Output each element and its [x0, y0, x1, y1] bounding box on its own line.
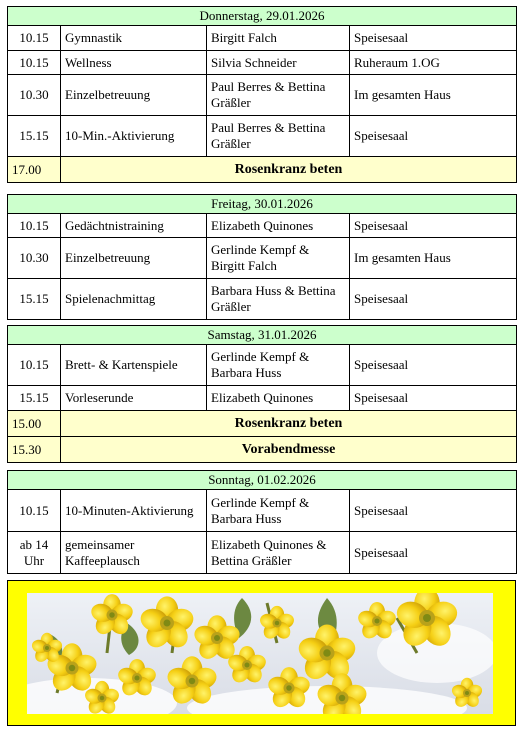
place-cell: Speisesaal — [350, 386, 517, 411]
place-cell: Speisesaal — [350, 26, 517, 51]
day-header: Samstag, 31.01.2026 — [8, 326, 517, 345]
leader-cell: Elizabeth Quinones & Bettina Gräßler — [207, 532, 350, 574]
leader-cell: Paul Berres & Bettina Gräßler — [207, 116, 350, 157]
time-cell: 10.15 — [8, 490, 61, 532]
activity-cell: 10-Minuten-Aktivierung — [61, 490, 207, 532]
day-table-friday — [7, 194, 517, 320]
activity-cell: Vorleserunde — [61, 386, 207, 411]
activity-cell: Einzelbetreuung — [61, 238, 207, 279]
leader-cell: Elizabeth Quinones — [207, 386, 350, 411]
special-event: Rosenkranz beten — [61, 157, 517, 183]
table-row — [8, 26, 517, 51]
day-table-thursday — [7, 6, 517, 183]
place-cell: Speisesaal — [350, 116, 517, 157]
table-row — [8, 75, 517, 116]
special-event-row — [8, 411, 517, 437]
day-header: Freitag, 30.01.2026 — [8, 195, 517, 214]
day-header: Donnerstag, 29.01.2026 — [8, 7, 517, 26]
activity-cell: Brett- & Kartenspiele — [61, 345, 207, 386]
activity-cell: 10-Min.-Aktivierung — [61, 116, 207, 157]
place-cell: Speisesaal — [350, 532, 517, 574]
time-cell: 15.15 — [8, 386, 61, 411]
table-row — [8, 345, 517, 386]
leader-cell: Silvia Schneider — [207, 51, 350, 75]
special-event: Vorabendmesse — [61, 437, 517, 463]
special-event-row — [8, 157, 517, 183]
place-cell: Speisesaal — [350, 490, 517, 532]
table-row — [8, 386, 517, 411]
place-cell: Im gesamten Haus — [350, 75, 517, 116]
leader-cell: Birgitt Falch — [207, 26, 350, 51]
place-cell: Speisesaal — [350, 214, 517, 238]
photo-frame — [7, 580, 516, 726]
table-row — [8, 238, 517, 279]
time-cell: 15.30 — [8, 437, 61, 463]
leader-cell: Gerlinde Kempf & Barbara Huss — [207, 490, 350, 532]
leader-cell: Barbara Huss & Bettina Gräßler — [207, 279, 350, 320]
special-event-row — [8, 437, 517, 463]
table-row — [8, 116, 517, 157]
time-cell: 17.00 — [8, 157, 61, 183]
day-header: Sonntag, 01.02.2026 — [8, 471, 517, 490]
special-event: Rosenkranz beten — [61, 411, 517, 437]
time-cell: 10.15 — [8, 51, 61, 75]
table-row — [8, 279, 517, 320]
activity-cell: Wellness — [61, 51, 207, 75]
time-cell: 15.00 — [8, 411, 61, 437]
time-cell: 15.15 — [8, 279, 61, 320]
activity-cell: Spielenachmittag — [61, 279, 207, 320]
place-cell: Speisesaal — [350, 345, 517, 386]
activity-cell: Gedächtnistraining — [61, 214, 207, 238]
activity-cell: Gymnastik — [61, 26, 207, 51]
day-table-sunday — [7, 470, 517, 574]
time-cell: 15.15 — [8, 116, 61, 157]
leader-cell: Elizabeth Quinones — [207, 214, 350, 238]
time-cell: 10.15 — [8, 345, 61, 386]
leader-cell: Gerlinde Kempf & Birgitt Falch — [207, 238, 350, 279]
table-row — [8, 51, 517, 75]
time-cell: 10.30 — [8, 238, 61, 279]
leader-cell: Gerlinde Kempf & Barbara Huss — [207, 345, 350, 386]
time-cell: 10.15 — [8, 214, 61, 238]
table-row — [8, 214, 517, 238]
place-cell: Ruheraum 1.OG — [350, 51, 517, 75]
place-cell: Speisesaal — [350, 279, 517, 320]
time-cell: 10.30 — [8, 75, 61, 116]
day-table-saturday — [7, 325, 517, 463]
activity-cell: Einzelbetreuung — [61, 75, 207, 116]
activity-cell: gemeinsamer Kaffeeplausch — [61, 532, 207, 574]
table-row — [8, 490, 517, 532]
winter-aconite-photo — [27, 593, 493, 714]
time-cell: ab 14 Uhr — [8, 532, 61, 574]
table-row — [8, 532, 517, 574]
time-cell: 10.15 — [8, 26, 61, 51]
leader-cell: Paul Berres & Bettina Gräßler — [207, 75, 350, 116]
place-cell: Im gesamten Haus — [350, 238, 517, 279]
